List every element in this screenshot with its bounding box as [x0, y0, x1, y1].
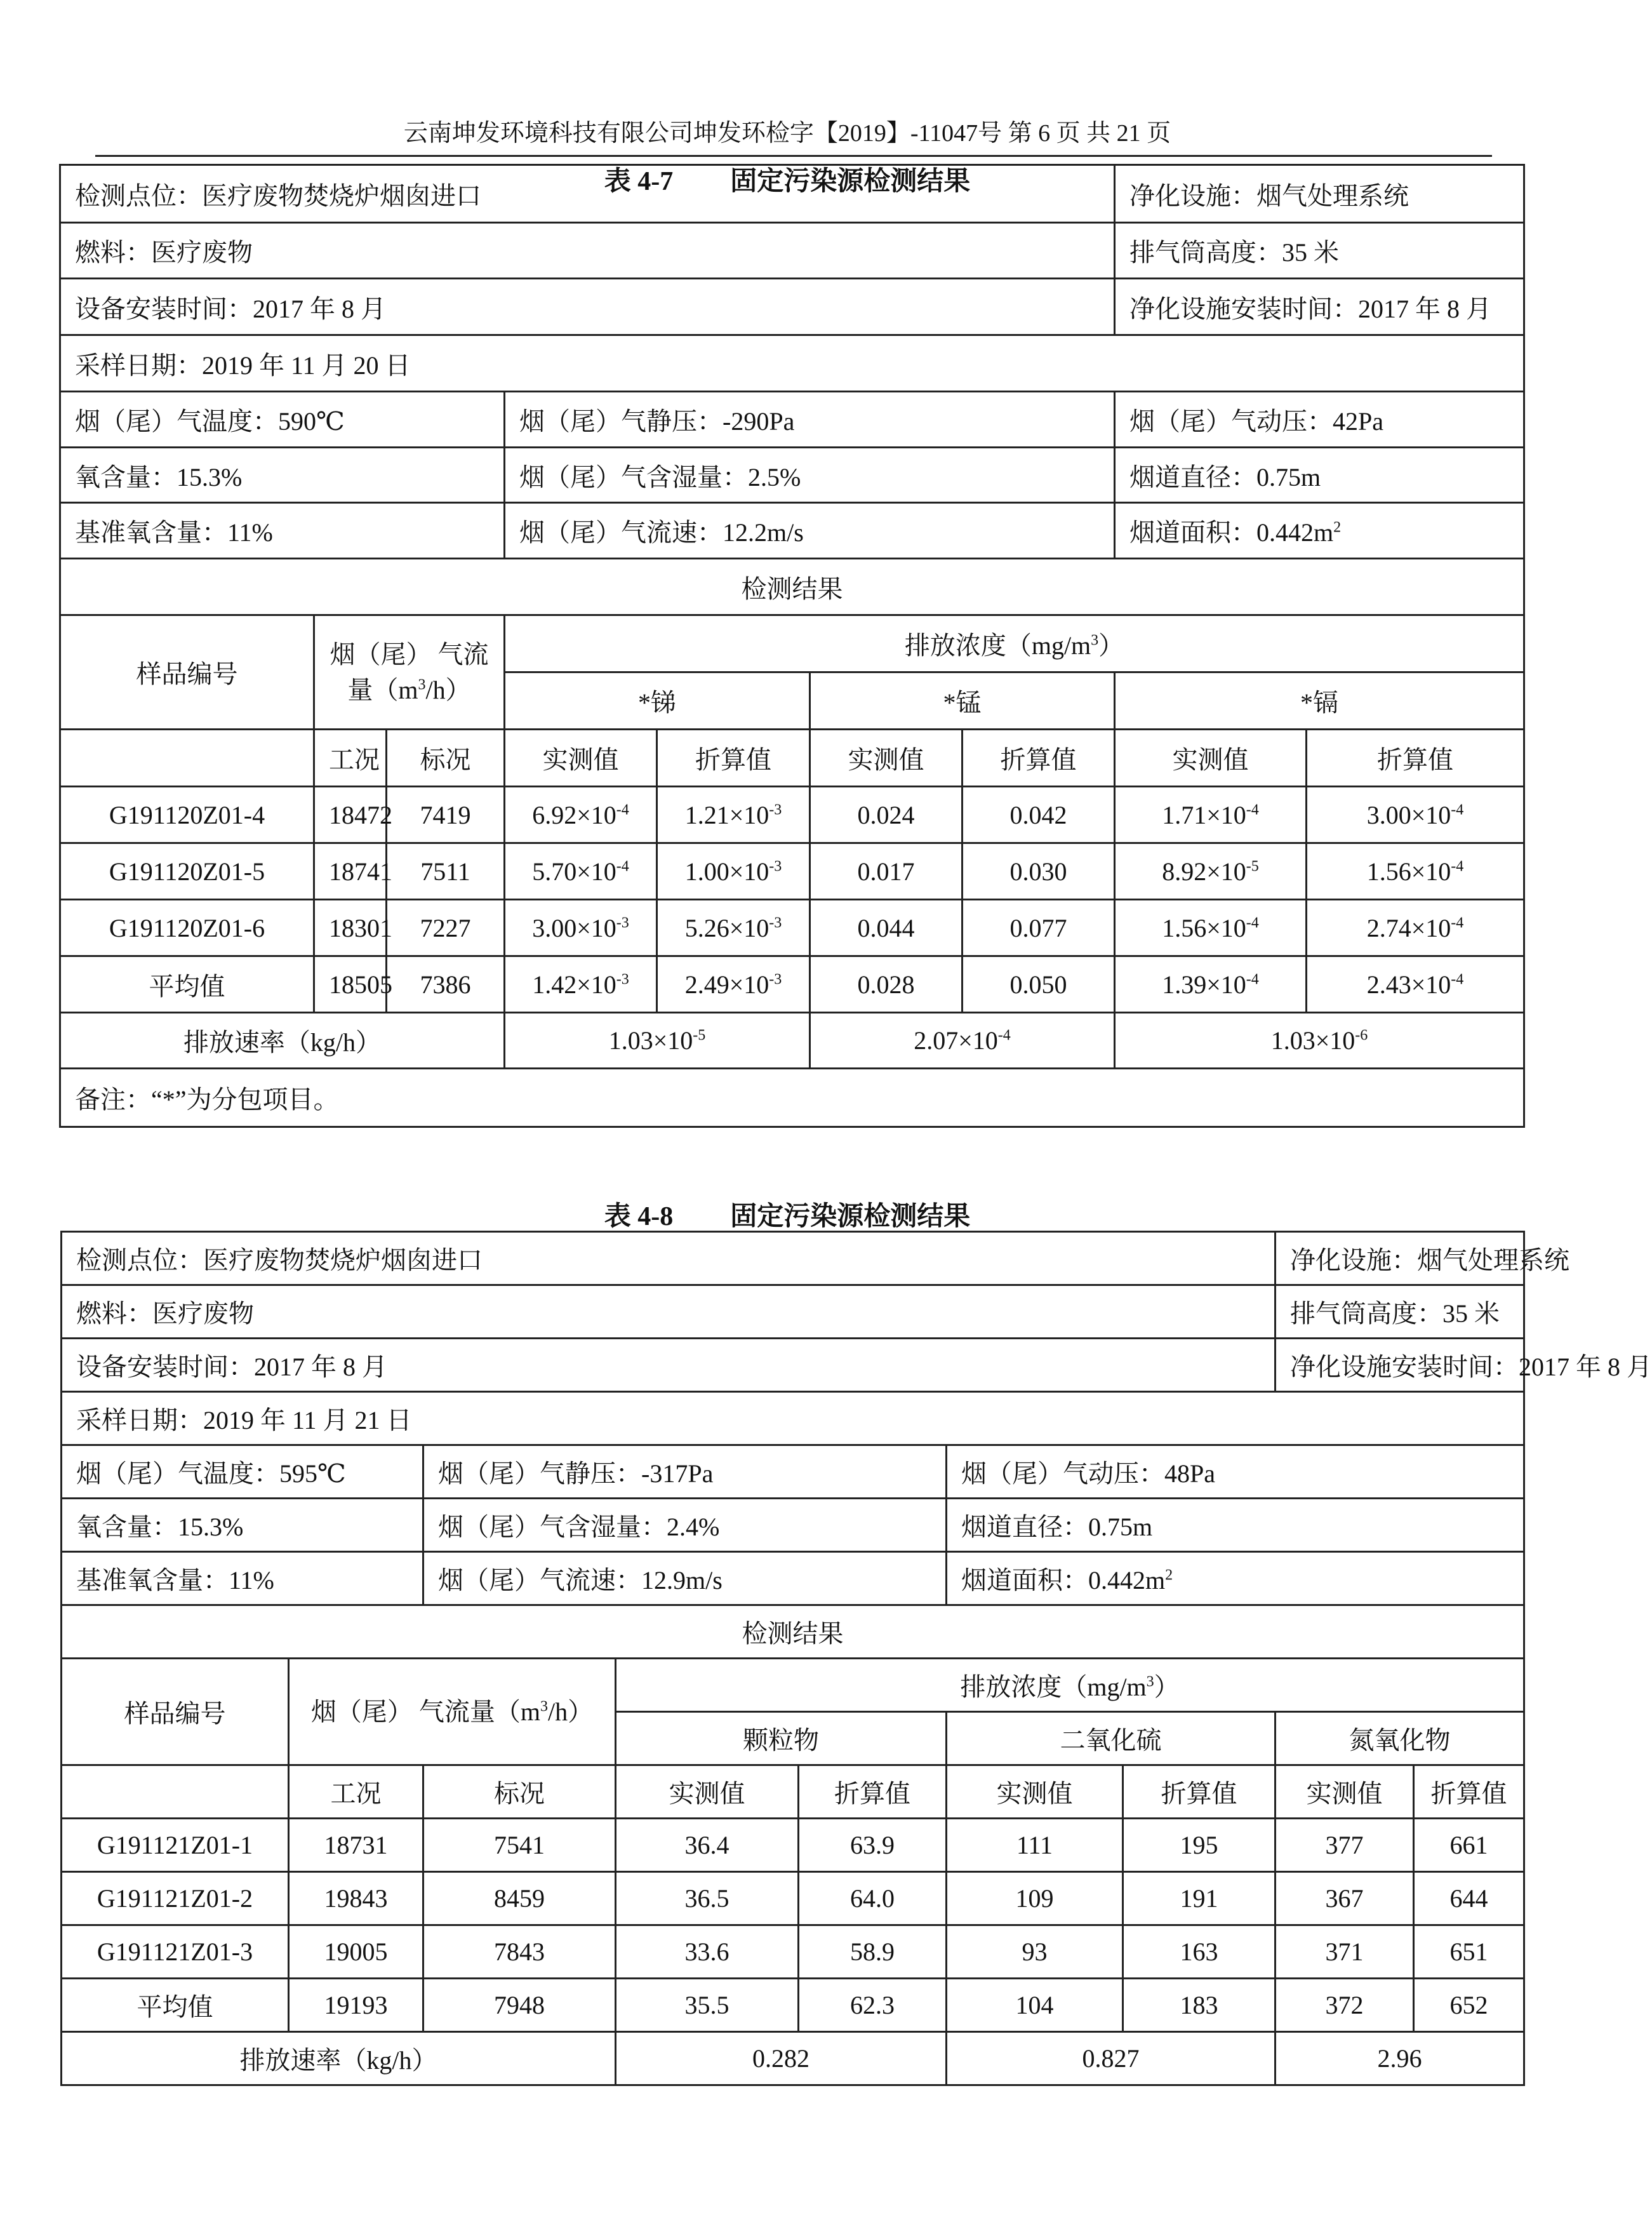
value-cell: 33.6: [616, 1925, 799, 1979]
duct-area: 烟道面积：$0.442m^2$: [1115, 503, 1524, 559]
value-cell: $1.00\times 10^{-3}$: [657, 843, 810, 900]
table-title: 固定污染源检测结果: [730, 1202, 971, 1231]
page-header: 云南坤发环境科技有限公司坤发环检字【2019】-11047号 第 6 页 共 21 页: [403, 120, 1171, 147]
value-cell: 644: [1414, 1872, 1524, 1925]
converted-header: 折算值: [963, 730, 1115, 787]
value-cell: $1.39\times 10^{-4}$: [1115, 956, 1307, 1013]
value-cell: 64.0: [799, 1872, 947, 1925]
flow-rate-header: 烟（尾） 气流量$(m^3/h)$: [289, 1659, 616, 1765]
value-cell: 163: [1123, 1925, 1276, 1979]
static-pressure: 烟（尾）气静压：-290Pa: [505, 392, 1115, 448]
value-cell: $8.92\times 10^{-5}$: [1115, 843, 1307, 900]
value-cell: 372: [1276, 1979, 1414, 2032]
flow-working: 18505: [314, 956, 387, 1013]
value-cell: 0.042: [963, 787, 1115, 843]
blank-header: [60, 730, 314, 787]
value-cell: 36.5: [616, 1872, 799, 1925]
flow-working: 18301: [314, 900, 387, 956]
converted-header: 折算值: [657, 730, 810, 787]
pollutant-header: 氮氧化物: [1276, 1712, 1524, 1765]
flow-standard: 8459: [423, 1872, 616, 1925]
gas-velocity: 烟（尾）气流速：12.2m/s: [505, 503, 1115, 559]
table-row: [62, 1925, 1524, 1979]
emission-rate-value: $1.03\times 10^{-6}$: [1115, 1013, 1524, 1069]
standard-condition-header: 标况: [423, 1765, 616, 1819]
value-cell: 0.028: [810, 956, 963, 1013]
emission-rate-value: $2.07\times 10^{-4}$: [810, 1013, 1115, 1069]
value-cell: 58.9: [799, 1925, 947, 1979]
value-cell: $3.00\times 10^{-4}$: [1307, 787, 1524, 843]
value-cell: 651: [1414, 1925, 1524, 1979]
table-number: 表 4-8: [604, 1202, 674, 1231]
value-cell: 652: [1414, 1979, 1524, 2032]
table-number: 表 4-7: [604, 167, 674, 196]
converted-header: 折算值: [1123, 1765, 1276, 1819]
standard-condition-header: 标况: [387, 730, 505, 787]
value-cell: $5.26\times 10^{-3}$: [657, 900, 810, 956]
value-cell: 63.9: [799, 1819, 947, 1872]
value-cell: 0.077: [963, 900, 1115, 956]
sample-id: G191120Z01-4: [60, 787, 314, 843]
value-cell: 62.3: [799, 1979, 947, 2032]
measured-header: 实测值: [1276, 1765, 1414, 1819]
sampling-date: 采样日期：2019 年 11 月 20 日: [60, 335, 1524, 392]
value-cell: 367: [1276, 1872, 1414, 1925]
concentration-header: 排放浓度$(mg/m^3)$: [505, 615, 1524, 672]
duct-diameter: 烟道直径：0.75m: [947, 1499, 1524, 1552]
flow-working: 18731: [289, 1819, 423, 1872]
sample-no-header: 样品编号: [60, 615, 314, 730]
pollutant-header: *锰: [810, 672, 1115, 730]
value-cell: 191: [1123, 1872, 1276, 1925]
measured-header: 实测值: [947, 1765, 1123, 1819]
results-heading: 检测结果: [60, 559, 1524, 615]
dynamic-pressure: 烟（尾）气动压：48Pa: [947, 1445, 1524, 1499]
average-row: [60, 956, 1524, 1013]
converted-header: 折算值: [1307, 730, 1524, 787]
sampling-date: 采样日期：2019 年 11 月 21 日: [62, 1392, 1524, 1445]
value-cell: 35.5: [616, 1979, 799, 2032]
stack-height: 排气筒高度：35 米: [1276, 1285, 1524, 1339]
value-cell: $2.74\times 10^{-4}$: [1307, 900, 1524, 956]
duct-area: 烟道面积：$0.442m^2$: [947, 1552, 1524, 1605]
sample-id: G191121Z01-2: [62, 1872, 289, 1925]
flow-standard: 7948: [423, 1979, 616, 2032]
flow-standard: 7419: [387, 787, 505, 843]
moisture-content: 烟（尾）气含湿量：2.5%: [505, 448, 1115, 503]
oxygen-content: 氧含量：15.3%: [62, 1499, 423, 1552]
duct-diameter: 烟道直径：0.75m: [1115, 448, 1524, 503]
equipment-install-time: 设备安装时间：2017 年 8 月: [62, 1339, 1276, 1392]
value-cell: $3.00\times 10^{-3}$: [505, 900, 657, 956]
flow-working: 19005: [289, 1925, 423, 1979]
moisture-content: 烟（尾）气含湿量：2.4%: [423, 1499, 947, 1552]
flow-standard: 7541: [423, 1819, 616, 1872]
value-cell: $1.42\times 10^{-3}$: [505, 956, 657, 1013]
value-cell: $2.43\times 10^{-4}$: [1307, 956, 1524, 1013]
value-cell: 36.4: [616, 1819, 799, 1872]
flow-working: 18472: [314, 787, 387, 843]
purification-facility: 净化设施：烟气处理系统: [1115, 165, 1524, 223]
value-cell: 0.017: [810, 843, 963, 900]
results-table: [59, 164, 1525, 1128]
pollutant-header: 颗粒物: [616, 1712, 947, 1765]
value-cell: $1.56\times 10^{-4}$: [1115, 900, 1307, 956]
sample-id: G191120Z01-6: [60, 900, 314, 956]
flow-standard: 7843: [423, 1925, 616, 1979]
value-cell: 377: [1276, 1819, 1414, 1872]
pollutant-header: *锑: [505, 672, 810, 730]
sample-id: 平均值: [60, 956, 314, 1013]
measured-header: 实测值: [505, 730, 657, 787]
sample-id: 平均值: [62, 1979, 289, 2032]
table-row: [60, 843, 1524, 900]
value-cell: 183: [1123, 1979, 1276, 2032]
value-cell: 195: [1123, 1819, 1276, 1872]
value-cell: 661: [1414, 1819, 1524, 1872]
emission-rate-value: 0.282: [616, 2032, 947, 2085]
purification-facility: 净化设施：烟气处理系统: [1276, 1232, 1524, 1285]
flow-standard: 7386: [387, 956, 505, 1013]
emission-rate-row: [60, 1013, 1524, 1069]
average-row: [62, 1979, 1524, 2032]
flow-standard: 7511: [387, 843, 505, 900]
sample-id: G191120Z01-5: [60, 843, 314, 900]
table-caption: [0, 1195, 1575, 1233]
value-cell: 111: [947, 1819, 1123, 1872]
stack-height: 排气筒高度：35 米: [1115, 223, 1524, 279]
sample-id: G191121Z01-1: [62, 1819, 289, 1872]
value-cell: $1.71\times 10^{-4}$: [1115, 787, 1307, 843]
value-cell: 104: [947, 1979, 1123, 2032]
facility-install-time: 净化设施安装时间：2017 年 8 月: [1115, 279, 1524, 335]
value-cell: 371: [1276, 1925, 1414, 1979]
value-cell: 0.050: [963, 956, 1115, 1013]
table-title: 固定污染源检测结果: [730, 167, 971, 196]
value-cell: $2.49\times 10^{-3}$: [657, 956, 810, 1013]
blank-header: [62, 1765, 289, 1819]
value-cell: $6.92\times 10^{-4}$: [505, 787, 657, 843]
flow-standard: 7227: [387, 900, 505, 956]
measured-header: 实测值: [616, 1765, 799, 1819]
emission-rate-value: 2.96: [1276, 2032, 1524, 2085]
gas-temperature: 烟（尾）气温度：595℃: [62, 1445, 423, 1499]
concentration-header: 排放浓度$(mg/m^3)$: [616, 1659, 1524, 1712]
facility-install-time: 净化设施安装时间：2017 年 8 月: [1276, 1339, 1524, 1392]
gas-velocity: 烟（尾）气流速：12.9m/s: [423, 1552, 947, 1605]
flow-working: 19193: [289, 1979, 423, 2032]
value-cell: 0.044: [810, 900, 963, 956]
reference-oxygen: 基准氧含量：11%: [60, 503, 505, 559]
results-heading: 检测结果: [62, 1605, 1524, 1659]
static-pressure: 烟（尾）气静压：-317Pa: [423, 1445, 947, 1499]
emission-rate-value: 0.827: [947, 2032, 1276, 2085]
reference-oxygen: 基准氧含量：11%: [62, 1552, 423, 1605]
value-cell: $1.21\times 10^{-3}$: [657, 787, 810, 843]
sample-no-header: 样品编号: [62, 1659, 289, 1765]
flow-rate-header: 烟（尾） 气流量$(m^3/h)$: [314, 615, 505, 730]
working-condition-header: 工况: [289, 1765, 423, 1819]
fuel: 燃料：医疗废物: [62, 1285, 1276, 1339]
measured-header: 实测值: [1115, 730, 1307, 787]
value-cell: 93: [947, 1925, 1123, 1979]
table-row: [62, 1872, 1524, 1925]
value-cell: 0.024: [810, 787, 963, 843]
value-cell: $5.70\times 10^{-4}$: [505, 843, 657, 900]
emission-rate-row: [62, 2032, 1524, 2085]
table-row: [62, 1819, 1524, 1872]
fuel: 燃料：医疗废物: [60, 223, 1115, 279]
oxygen-content: 氧含量：15.3%: [60, 448, 505, 503]
dynamic-pressure: 烟（尾）气动压：42Pa: [1115, 392, 1524, 448]
table-row: [60, 787, 1524, 843]
value-cell: 109: [947, 1872, 1123, 1925]
emission-rate-label: 排放速率（kg/h）: [60, 1013, 505, 1069]
emission-rate-label: 排放速率（kg/h）: [62, 2032, 616, 2085]
pollutant-header: 二氧化硫: [947, 1712, 1276, 1765]
table-row: [60, 900, 1524, 956]
flow-working: 19843: [289, 1872, 423, 1925]
monitoring-point: 检测点位：医疗废物焚烧炉烟囱进口: [60, 165, 1115, 223]
equipment-install-time: 设备安装时间：2017 年 8 月: [60, 279, 1115, 335]
measured-header: 实测值: [810, 730, 963, 787]
emission-rate-value: $1.03\times 10^{-5}$: [505, 1013, 810, 1069]
value-cell: $1.56\times 10^{-4}$: [1307, 843, 1524, 900]
value-cell: 0.030: [963, 843, 1115, 900]
gas-temperature: 烟（尾）气温度：590℃: [60, 392, 505, 448]
table-note: 备注：“*”为分包项目。: [60, 1069, 1524, 1127]
pollutant-header: *镉: [1115, 672, 1524, 730]
sample-id: G191121Z01-3: [62, 1925, 289, 1979]
converted-header: 折算值: [799, 1765, 947, 1819]
working-condition-header: 工况: [314, 730, 387, 787]
monitoring-point: 检测点位：医疗废物焚烧炉烟囱进口: [62, 1232, 1276, 1285]
header-divider: [95, 155, 1492, 157]
flow-working: 18741: [314, 843, 387, 900]
results-table: [60, 1231, 1652, 2086]
converted-header: 折算值: [1414, 1765, 1524, 1819]
